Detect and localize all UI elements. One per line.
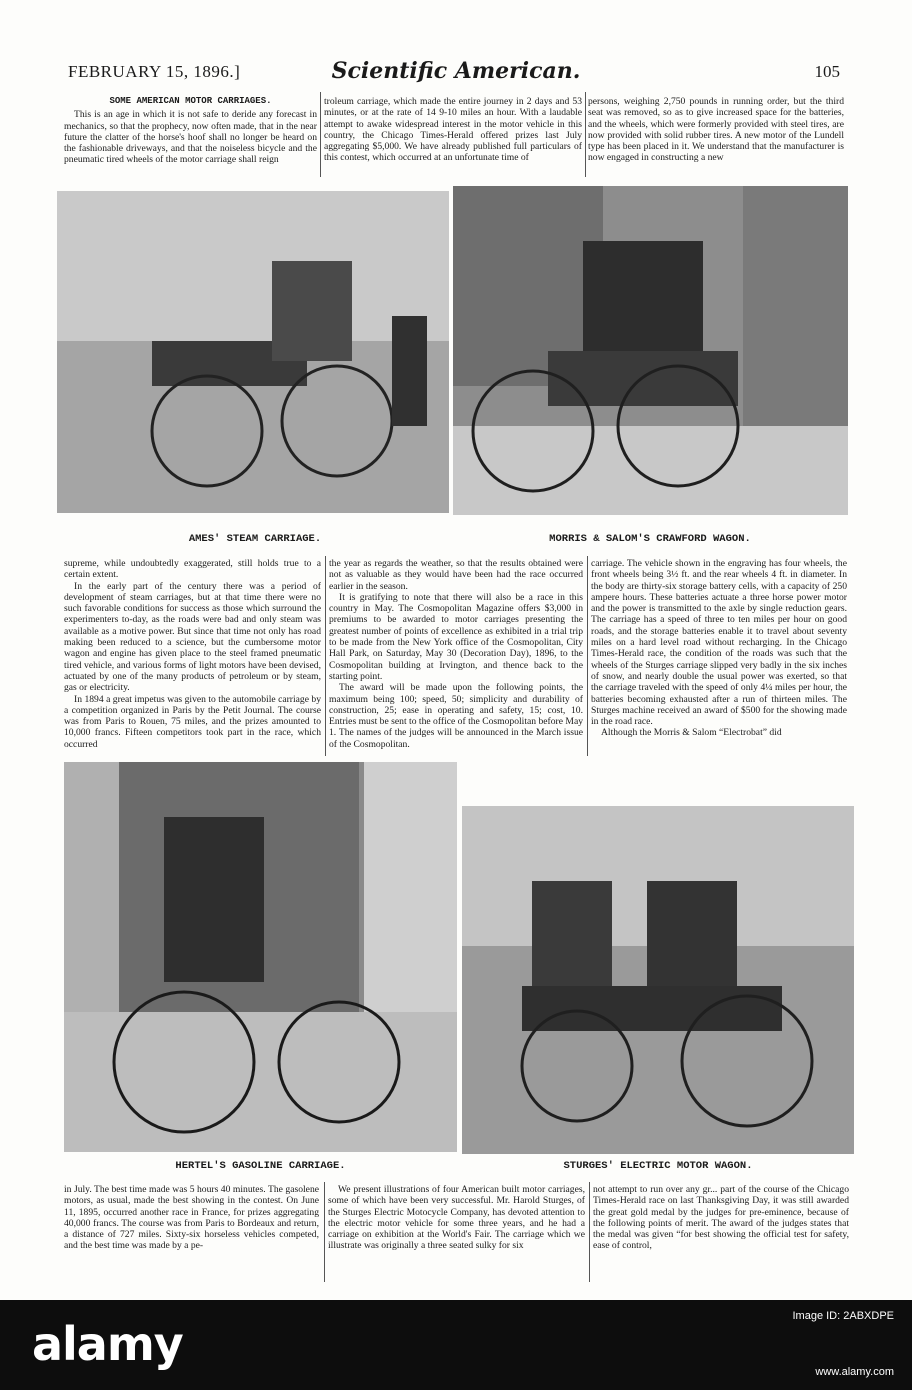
photo-morris-salom-wagon — [453, 186, 848, 515]
paragraph: This is an age in which it is not safe to deride any forecast in mechanics, so that the prophecy, now often made, that in the near future the clatter of the horse's hoof shall no longer be heard on the fashionable driveways, and that the noiseless bicycle and the pneumatic tired wheels of the motor carriage shall reign — [64, 109, 317, 166]
paragraph: It is gratifying to note that there will also be a race in this country in May. The Cosmopolitan Magazine offers $3,000 in premiums to be awarded to motor carriages presenting the greatest number of points of excellence as exhibited in a trial trip to be made from the New York office of the Cosmopolitan, City Hall Park, on Saturday, May 30 (Decoration Day), 1896, to the Cosmopolitan building at Irvington, and thence back to the starting point. — [329, 591, 583, 682]
photo-sturges-electric-wagon — [462, 806, 854, 1154]
middle-column-1 — [64, 558, 321, 758]
paragraph: The award will be made upon the following points, the maximum being 100; speed, 50; simplicity and durability of construction, 25; ease in operating and safety, 15; cost, 10. Entries must be sent to the office of the Cosmopolitan before May 1. The names of the judges will be announced in the March issue of the Cosmopolitan. — [329, 682, 583, 750]
paragraph: Although the Morris & Salom “Electrobat” did — [601, 727, 782, 739]
paragraph: We present illustrations of four American built motor carriages, some of which have been very successful. Mr. Harold Sturges, of the Sturges Electric Motocycle Company, has devoted attention to the electric motor vehicle for some three years, and he had a carriage on exhibition at the World's Fair. The carriage which we illustrate was originally a three seated sulky for six — [328, 1184, 585, 1252]
top-column-1 — [64, 96, 317, 176]
paragraph: in July. The best time made was 5 hours 40 minutes. The gasolene motors, as usual, made the best showing in the contest. On June 11, 1895, occurred another race in France, for prizes aggregating 40,000 francs. The course was from Paris to Bordeaux and return, a distance of 727 miles. Sixty-six horseless vehicles competed, and the best time was made by a pe- — [64, 1184, 319, 1252]
alamy-logo: alamy — [32, 1317, 183, 1371]
middle-column-2 — [329, 558, 583, 758]
column-rule — [325, 556, 326, 756]
bottom-column-1 — [64, 1184, 319, 1282]
paragraph: persons, weighing 2,750 pounds in running order, but the third seat was removed, so as to give increased space for the batteries, and the wheels, which were formerly provided with steel tires, are now provided with solid rubber tires. A new motor of the Lundell type has been placed in it. We understand that the manufacturer is now engaged in constructing a new — [588, 96, 844, 164]
carriage-illustration — [57, 191, 449, 513]
paragraph: the year as regards the weather, so that the results obtained were not as valuable as they would have been had the race occurred earlier in the season. — [329, 558, 583, 592]
image-id: Image ID: 2ABXDPE — [792, 1310, 894, 1322]
middle-column-3 — [591, 558, 847, 758]
paragraph: carriage. The vehicle shown in the engraving has four wheels, the front wheels being 3½ ft. and the rear wheels 4 ft. in diameter. In the body are thirty-six storage battery cells, with a capacity of 250 ampere hours. These batteries actuate a three horse power motor and the power is transmitted to the axle by single reduction gears. The carriage has a speed of three to ten miles per hour on good roads, and the storage batteries enable it to travel about seventy miles on a hard level road without recharging. In the Chicago Times-Herald race, the condition of the roads was such that the wheels of the Sturges carriage slipped very badly in the six inches of snow, and nearly double the usual power was exerted, so that the carriage traveled with the speed of only 4¼ miles per hour, the batteries becoming exhausted after a run of thirteen miles. The Sturges machine received an award of $500 for the showing made in the road race. — [591, 558, 847, 728]
masthead: Scientific American. — [331, 58, 581, 84]
article-heading: SOME AMERICAN MOTOR CARRIAGES. — [109, 96, 272, 106]
site-url: www.alamy.com — [815, 1366, 894, 1378]
photo-ames-steam-carriage — [57, 191, 449, 513]
caption-morris: MORRIS & SALOM'S CRAWFORD WAGON. — [549, 533, 751, 545]
page-number: 105 — [814, 62, 840, 81]
stock-watermark-bar — [0, 1300, 912, 1390]
top-column-3 — [588, 96, 844, 176]
photo-hertel-gasoline-carriage — [64, 762, 457, 1152]
column-rule — [320, 92, 321, 177]
issue-date: FEBRUARY 15, 1896.] — [68, 62, 241, 81]
caption-sturges: STURGES' ELECTRIC MOTOR WAGON. — [563, 1160, 753, 1172]
column-rule — [587, 556, 588, 756]
paragraph: troleum carriage, which made the entire journey in 2 days and 53 minutes, or at the rate of 14 9-10 miles an hour. With a laudable attempt to awake widespread interest in the motor vehicle in this country, the Chicago Times-Herald offered prizes last July aggregating $5,000. We have already published full particulars of this contest, which occurred at an unfortunate time of — [324, 96, 582, 164]
paragraph: supreme, while undoubtedly exaggerated, still holds true to a certain extent. — [64, 558, 321, 581]
column-rule — [324, 1182, 325, 1282]
caption-ames: AMES' STEAM CARRIAGE. — [188, 533, 322, 545]
paragraph: In the early part of the century there was a period of development of steam carriages, but at that time there were no such favorable conditions for success as those which surround the experimenters to-day, as the roads were bad and only steam was available as a motive power. But since that time not only has road making been reduced to a science, but the cumbersome motor wagon and engine has given place to the steel framed pneumatic tired vehicle, and various forms of light motors have been devised, actuated by one of the many products of petroleum or by steam, gas or electricity. — [64, 580, 321, 694]
bottom-column-2 — [328, 1184, 585, 1282]
carriage-illustration — [64, 762, 457, 1152]
column-rule — [589, 1182, 590, 1282]
paragraph: not attempt to run over any gr... part of the course of the Chicago Times-Herald race on last Thanksgiving Day, it was still awarded the great gold medal by the judges for pre-eminence, because of the following points of merit. The award of the judges states that the medal was given “for best showing the official test for safety, ease of control, — [593, 1184, 849, 1252]
paragraph: In 1894 a great impetus was given to the automobile carriage by a competition organized in Paris by the Petit Journal. The course was from Paris to Rouen, 75 miles, and the prizes amounted to 10,000 francs. Fifteen competitors took part in the race, which occurred — [64, 693, 321, 750]
caption-hertel: HERTEL'S GASOLINE CARRIAGE. — [175, 1160, 346, 1172]
top-column-2 — [324, 96, 582, 176]
carriage-illustration — [453, 186, 848, 515]
carriage-illustration — [462, 806, 854, 1154]
column-rule — [585, 92, 586, 177]
bottom-column-3 — [593, 1184, 849, 1282]
